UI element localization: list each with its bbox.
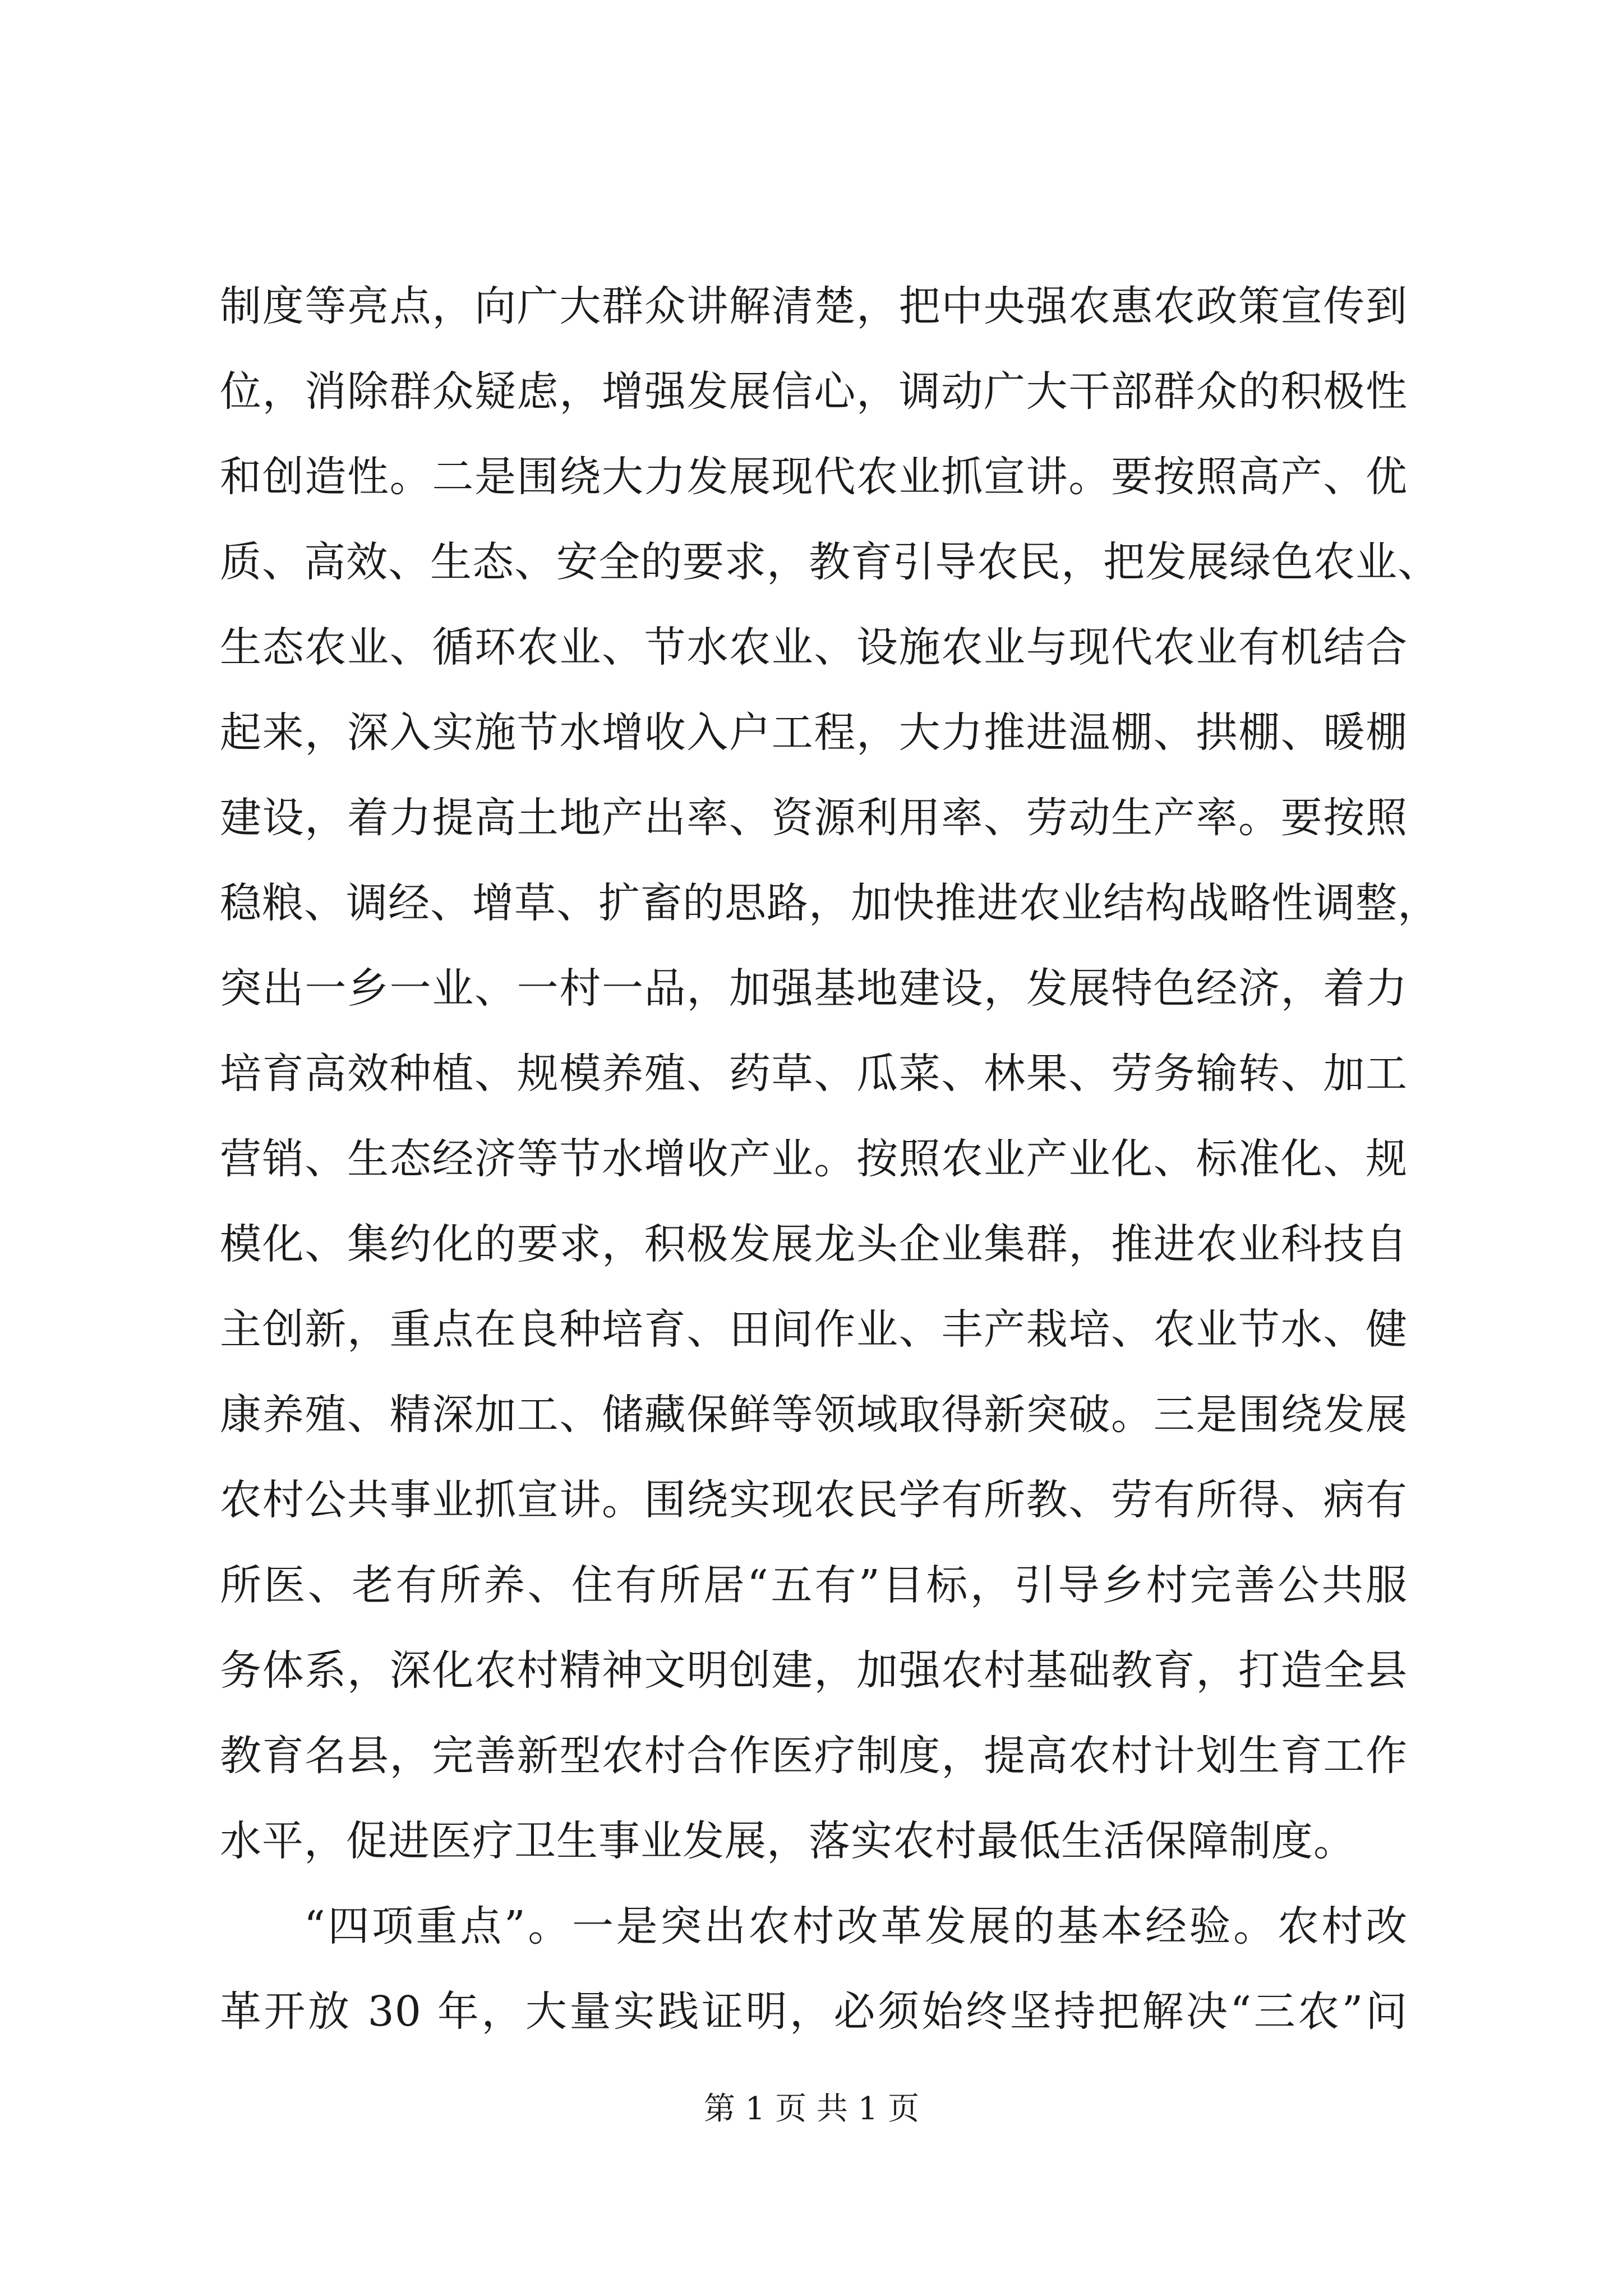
text-line-21: 革开放 30 年，大量实践证明，必须始终坚持把解决“三农”问 (220, 1987, 1408, 2036)
text-line-15: 农村公共事业抓宣讲。围绕实现农民学有所教、劳有所得、病有 (220, 1476, 1408, 1524)
page-footer: 第 1 页 共 1 页 (703, 2091, 920, 2127)
body-text (220, 264, 1440, 2054)
text-line-16: 所医、老有所养、住有所居“五有”目标，引导乡村完善公共服 (220, 1561, 1408, 1609)
text-line-10: 培育高效种植、规模养殖、药草、瓜菜、林果、劳务输转、加工 (220, 1050, 1408, 1098)
text-line-11: 营销、生态经济等节水增收产业。按照农业产业化、标准化、规 (220, 1135, 1408, 1183)
text-line-3: 和创造性。二是围绕大力发展现代农业抓宣讲。要按照高产、优 (220, 453, 1408, 501)
text-line-7: 建设，着力提高土地产出率、资源利用率、劳动生产率。要按照 (220, 794, 1408, 842)
text-line-18: 教育名县，完善新型农村合作医疗制度，提高农村计划生育工作 (220, 1732, 1408, 1780)
text-line-13: 主创新，重点在良种培育、田间作业、丰产栽培、农业节水、健 (220, 1305, 1408, 1354)
text-line-19: 水平，促进医疗卫生事业发展，落实农村最低生活保障制度。 (220, 1817, 1355, 1865)
text-line-5: 生态农业、循环农业、节水农业、设施农业与现代农业有机结合 (220, 623, 1408, 671)
text-line-14: 康养殖、精深加工、储藏保鲜等领域取得新突破。三是围绕发展 (220, 1391, 1408, 1439)
text-line-12: 模化、集约化的要求，积极发展龙头企业集群，推进农业科技自 (220, 1220, 1408, 1268)
text-line-20: “四项重点”。一是突出农村改革发展的基本经验。农村改 (304, 1902, 1408, 1950)
text-line-4: 质、高效、生态、安全的要求，教育引导农民，把发展绿色农业、 (220, 538, 1440, 586)
text-line-2: 位，消除群众疑虑，增强发展信心，调动广大干部群众的积极性 (220, 367, 1408, 416)
text-line-1: 制度等亮点，向广大群众讲解清楚，把中央强农惠农政策宣传到 (220, 282, 1408, 330)
text-line-8: 稳粮、调经、增草、扩畜的思路，加快推进农业结构战略性调整， (220, 879, 1440, 927)
text-line-9: 突出一乡一业、一村一品，加强基地建设，发展特色经济，着力 (220, 964, 1408, 1013)
text-line-6: 起来，深入实施节水增收入户工程，大力推进温棚、拱棚、暖棚 (220, 708, 1408, 757)
text-line-17: 务体系，深化农村精神文明创建，加强农村基础教育，打造全县 (220, 1646, 1408, 1695)
